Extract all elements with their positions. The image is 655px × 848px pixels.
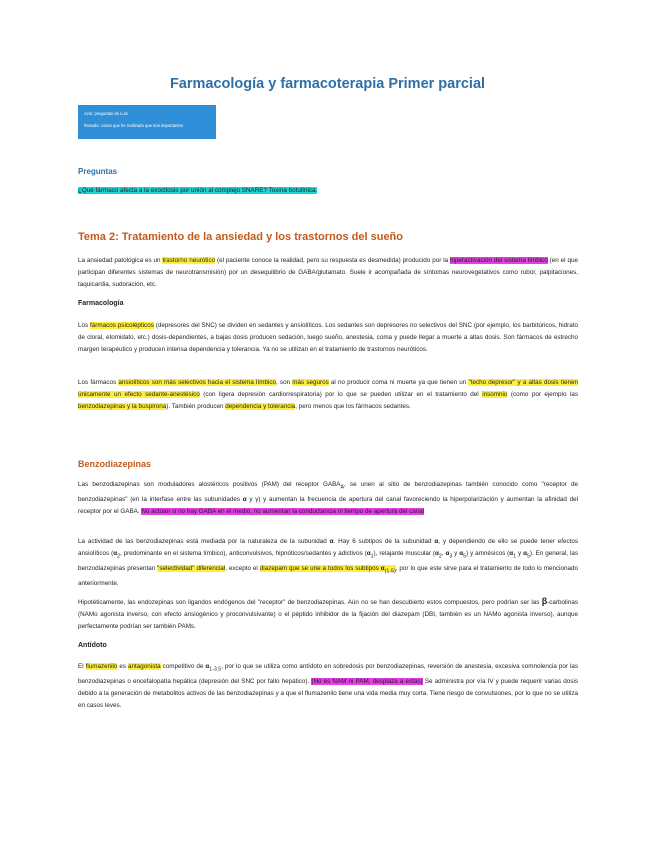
document-title: Farmacología y farmacoterapia Primer parcial	[169, 76, 486, 92]
color-legend-box	[78, 105, 216, 139]
farmacologia-heading: Farmacología	[78, 300, 124, 307]
preguntas-heading: Preguntas	[78, 167, 118, 176]
pregunta-item	[78, 185, 578, 197]
tema-heading: Tema 2: Tratamiento de la ansiedad y los trastornos del sueño	[78, 231, 403, 243]
paragraph-psicolepticos: Los fármacos psicolépticos (depresores del SNC) se dividen en sedantes y ansiolíticos. Los sedantes son depresores no selectivos del SNC (por ejemplo, los barbitúricos, hidrato de cloral, etomidato, etc.) dosis-dependientes, a bajas dosis producen sedación, luego sueño, anestesia, coma y puede llegar a muerte a altas dosis. Son fármacos de estrecho margen terapéutico y producen intensa dependencia y tolerancia. Ya no se utilizan en el tratamiento de trastornos neuróticos.	[78, 322, 578, 353]
antidoto-heading: Antídoto	[78, 642, 107, 649]
paragraph-endozepinas: Hipotéticamente, las endozepinas son ligandos endógenos del "receptor" de benzodiazepinas. Aún no se han descubierto estos compuestos, pero podrían ser las β-carbolinas (NAMo agonista inverso, con efecto ansiogénico y proconvulsivante) o el péptido inhibidor de la fijación del diazepam (DBI, también es un NAMo agonista inverso), aunque perfectamente podrían ser también PAMs.	[78, 596, 578, 630]
paragraph-flumazenilo: El flumazenilo es antagonista competitivo de $\alpha_{1-3,5}$, por lo que se utiliza como antídoto en sobredosis por benzodiazepinas, reversión de anestesia, excesiva somnolencia por las benzodiazepinas o encefalopatía hepática (depresión del SNC por fallo hepático). (No es NAM ni PAM, desplaza a estas) Se administra por vía IV y puede requerir varias dosis debido a la generación de metabolitos activos de las benzodiazepinas y a que el flumazenilo tiene una vida media muy corta. Tiene riesgo de convulsiones, por lo que no se utiliza en casos leves.	[78, 663, 578, 709]
legend-line-blue: Azul: preguntas de Luis	[84, 111, 128, 116]
paragraph-ansiedad: La ansiedad patológica es un trastorno neurótico (el paciente conoce la realidad, pero su respuesta es desmedida) producido por la hiperactivación del sistema límbico (en el que participan diferentes sistemas de neurotransmisión) por un desequilibrio de GABA/glutamato. Suele ir acompañada de síntomas neurovegetativos como rubor, palpitaciones, taquicardia, sudoración, etc.	[78, 257, 578, 288]
benzodiazepinas-heading: Benzodiazepinas	[78, 459, 152, 469]
paragraph-subunidad-alpha: La actividad de las benzodiazepinas está mediada por la naturaleza de la subunidad α. Hay 6 subtipos de la subunidad α, y dependiendo de ello se puede tener efectos ansiolíticos ($\alpha_2$, predominante en el sistema límbico), anticonvulsivos, hipnóticos/sedantes y adictivos $(\alpha_1)$, relajante muscular ($\alpha_2$, $\alpha_3$ y $\alpha_5$) y amnésicos ($\alpha_1$ y $\alpha_5$). En general, las benzodiazepinas presentan "selectividad" diferencial, excepto el diazepam que se une a todos los subtipos $\alpha_{(1-5)}$, por lo que este sirve para el tratamiento de todo lo mencionado anteriormente.	[78, 538, 579, 587]
pregunta-text: ¿Qué fármaco afecta a la exocitosis por unión al complejo SNARE? Toxina botulínica.	[78, 187, 318, 194]
paragraph-ansioliticos: Los fármacos ansiolíticos son más selectivos hacia el sistema límbico, son más seguros al no producir coma ni muerte ya que tienen un "techo depresor" y a altas dosis tienen únicamente un efecto sedante-anestésico (con ligera depresión cardiorrespiratoria) por lo que se pueden utilizar en el tratamiento del insomnio (como por ejemplo las benzodiazepinas y la buspirona). También producen dependencia y tolerancia, pero menos que los fármacos sedantes.	[78, 379, 578, 410]
legend-line-pink: Rosado: cosas que he realizado que son importantes	[84, 123, 183, 128]
paragraph-benzodiazepinas-pam: Las benzodiazepinas son moduladores alostéricos positivos (PAM) del receptor $GABA_A$, se unen al sitio de benzodiazepinas también conocido como "receptor de benzodiazepinas" (en la interfase entre las subunidades α y γ) y aumentan la frecuencia de apertura del canal favoreciendo la hiperpolarización y aumentan la afinidad del receptor por el GABA. No actúan si no hay GABA en el medio, no aumentan la conductancia ni tiempo de apertura del canal	[78, 481, 578, 515]
